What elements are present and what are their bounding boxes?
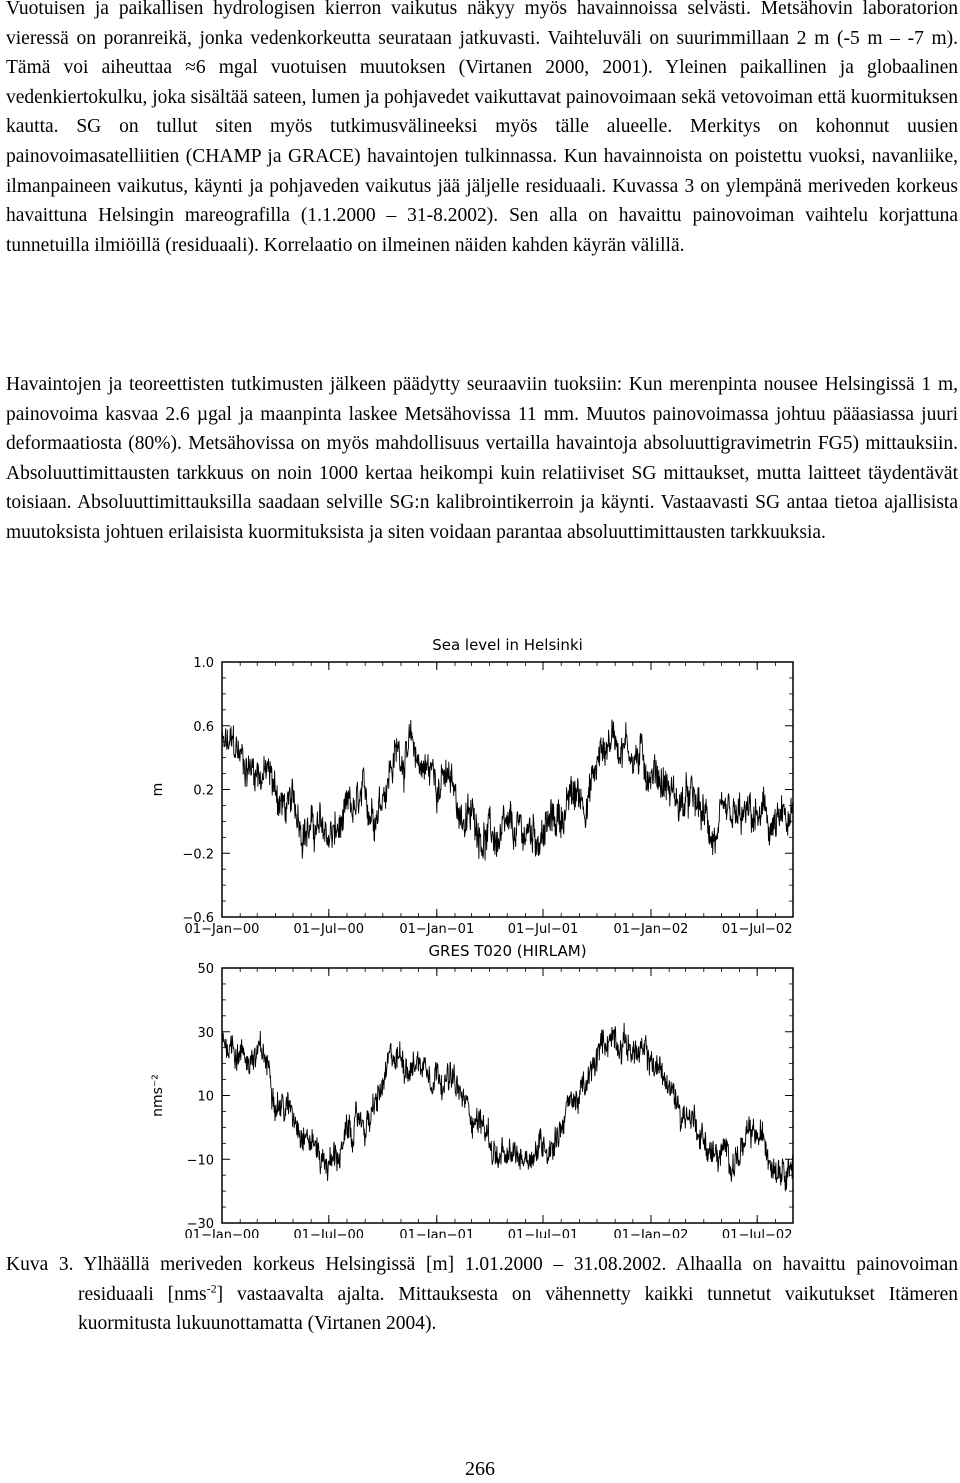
x-tick-label: 01−Jul−00	[293, 922, 365, 937]
x-tick-label: 01−Jul−02	[721, 922, 793, 937]
series-line-1	[222, 720, 793, 861]
x-tick-label: 01−Jan−01	[399, 1228, 475, 1238]
x-tick-label: 01−Jan−00	[184, 1228, 260, 1238]
series-line-2	[222, 1023, 793, 1191]
y-tick-label: −0.2	[182, 847, 214, 863]
y-tick-label: 50	[197, 962, 214, 977]
x-tick-label: 01−Jul−01	[507, 922, 579, 937]
x-tick-label: 01−Jan−00	[184, 922, 260, 937]
figure-3	[0, 628, 960, 1238]
paragraph-hydrology: Vuotuisen ja paikallisen hydrologisen kierron vaikutus näkyy myös havainnoissa selvästi. Metsähovin laboratorion vieressä on poranreikä, jonka vedenkorkeutta seurataan jatkuvasti. Vaihteluväli on suurimmillaan 2 m (-5 m – -7 m). Tämä voi aiheuttaa ≈6 mgal vuotuisen muutoksen (Virtanen 2000, 2001). Yleinen paikallinen ja globaalinen vedenkiertokulku, joka sisältää sateen, lumen ja pohjavedet vaikuttavat painovoimaan sekä vetovoiman että kuormituksen kautta. SG on tullut siten myös tutkimusvälineeksi myös tälle alueelle. Merkitys on kohonnut uusien painovoimasatelliitien (CHAMP ja GRACE) havaintojen tulkinnassa. Kun havainnoista on poistettu vuoksi, navanliike, ilmanpaineen vaikutus, käynti ja pohjaveden vaikutus jää jäljelle residuaali. Kuvassa 3 on ylempänä meriveden korkeus havaittuna Helsingin mareografilla (1.1.2000 – 31-8.2002). Sen alla on havaittu painovoiman vaihtelu korjattuna tunnetuilla ilmiöillä (residuaali). Korrelaatio on ilmeinen näiden kahden käyrän välillä.	[6, 0, 958, 256]
y-tick-label: −10	[186, 1153, 214, 1169]
caption-label: Kuva 3.	[6, 1254, 74, 1275]
chart-title-1: Sea level in Helsinki	[432, 636, 583, 654]
y-tick-label: 1.0	[193, 656, 214, 671]
chart-title-2: GRES T020 (HIRLAM)	[428, 942, 587, 960]
y-tick-label: −30	[186, 1217, 214, 1232]
x-tick-label: 01−Jul−02	[721, 1228, 793, 1238]
x-tick-label: 01−Jan−02	[613, 922, 689, 937]
paragraph-results: Havaintojen ja teoreettisten tutkimusten jälkeen päädytty seuraaviin tuoksiin: Kun merenpinta nousee Helsingissä 1 m, painovoima kasvaa 2.6 µgal ja maanpinta laskee Metsähovissa 11 mm. Muutos painovoimassa johtuu pääasiassa juuri deformaatiosta (80%). Metsähovissa on myös mahdollisuus vertailla havaintoja absoluuttigravimetrin FG5) mittauksiin. Absoluuttimittausten tarkkuus on noin 1000 kertaa heikompi kuin relatiiviset SG mittaukset, mutta laitteet täydentävät toisiaan. Absoluuttimittauksilla saadaan selville SG:n kalibrointikerroin ja käynti. Vastaavasti SG antaa tietoa ajallisista muutoksista johtuen erilaisista kuormituksista ja siten voidaan parantaa absoluuttimittausten tarkkuuksia.	[6, 374, 958, 543]
x-tick-label: 01−Jul−00	[293, 1228, 365, 1238]
y-tick-label: 10	[197, 1089, 214, 1105]
chart-frame-2	[222, 968, 793, 1223]
x-tick-label: 01−Jan−01	[399, 922, 475, 937]
y-tick-label: 0.6	[193, 719, 214, 735]
page-number: 266	[465, 1458, 495, 1480]
y-tick-label: 30	[197, 1025, 214, 1041]
figure-caption	[6, 1250, 958, 1339]
x-tick-label: 01−Jul−01	[507, 1228, 579, 1238]
y-tick-label: 0.2	[193, 783, 214, 799]
chart-frame-1	[222, 662, 793, 917]
caption-text-1: Ylhäällä meriveden korkeus Helsingissä [m] 1.01.2000 – 31.08.2002. Alhaalla on havaittu painovoiman residuaali [nms	[78, 1254, 959, 1305]
caption-text-2: ] vastaavalta ajalta. Mittauksesta on vähennetty kaikki tunnetut vaikutukset Itämeren kuormitusta lukuunottamatta (Virtanen 2004).	[78, 1283, 958, 1335]
chart-ylabel-1: m	[150, 782, 166, 797]
chart-ylabel-2: nms⁻²	[150, 1074, 166, 1117]
y-tick-label: −0.6	[182, 911, 214, 926]
x-tick-label: 01−Jan−02	[613, 1228, 689, 1238]
caption-superscript: -2	[206, 1281, 217, 1296]
figure-3-charts	[0, 628, 960, 1238]
